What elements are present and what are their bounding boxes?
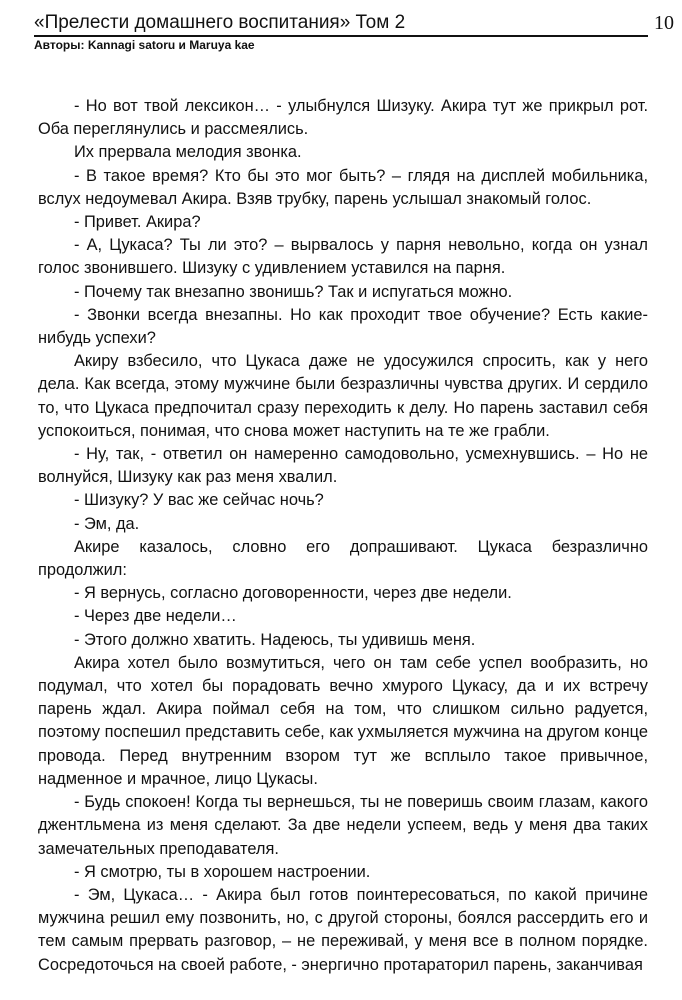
- paragraph: - Я вернусь, согласно договоренности, через две недели.: [74, 584, 512, 603]
- paragraph: Акиру взбесило, что Цукаса даже не удосужился спросить, как у него дела. Как всегда, этому мужчине были безразличны чувства других. И сердило то, что Цукаса предпочитал сразу переходить к делу. Но парень заставил себя успокоиться, понимая, что снова может наступить на те же грабли.: [38, 352, 648, 440]
- paragraph: - Шизуку? У вас же сейчас ночь?: [74, 491, 324, 510]
- paragraph: Их прервала мелодия звонка.: [74, 143, 302, 162]
- paragraph: - Будь спокоен! Когда ты вернешься, ты не поверишь своим глазам, какого джентльмена из меня сделают. За две недели успеем, ведь у меня два таких замечательных преподавателя.: [38, 793, 648, 858]
- paragraph: Акира хотел было возмутиться, чего он там себе успел вообразить, но подумал, что хотел бы порадовать вечно хмурого Цукасу, да и их встречу парень ждал. Акира поймал себя на том, что слишком сильно радуется, поэтому поспешил представить себе, как ухмыляется мужчина на другом конце провода. Перед внутренним взором тут же всплыло такое привычное, надменное и мрачное, лицо Цукасы.: [38, 653, 648, 788]
- paragraph: - Почему так внезапно звонишь? Так и испугаться можно.: [74, 282, 513, 301]
- paragraph: - А, Цукаса? Ты ли это? – вырвалось у парня невольно, когда он узнал голос звонившего. Шизуку с удивлением уставился на парня.: [38, 236, 648, 278]
- paragraph: - Ну, так, - ответил он намеренно самодовольно, усмехнувшись. – Но не волнуйся, Шизуку как раз меня хвалил.: [38, 445, 648, 487]
- authors-line: Авторы: Kannagi satoru и Maruya kae: [34, 38, 255, 52]
- paragraph: - Привет. Акира?: [74, 213, 201, 232]
- body-text: [38, 95, 648, 977]
- paragraph: - Эм, Цукаса… - Акира был готов поинтересоваться, по какой причине мужчина решил ему позвонить, но, с другой стороны, боялся рассердить его и тем самым прервать разговор, – не переживай, у меня все в полном порядке. Сосредоточься на своей работе, - энергично протараторил парень, заканчивая: [38, 885, 648, 974]
- paragraph: - Я смотрю, ты в хорошем настроении.: [74, 862, 371, 881]
- paragraph: - Через две недели…: [74, 607, 237, 626]
- paragraph: - В такое время? Кто бы это мог быть? – глядя на дисплей мобильника, вслух недоумевал Акира. Взяв трубку, парень услышал знакомый голос.: [38, 166, 648, 208]
- paragraph: - Но вот твой лексикон… - улыбнулся Шизуку. Акира тут же прикрыл рот. Оба переглянулись и рассмеялись.: [38, 97, 648, 139]
- page-number: 10: [654, 12, 674, 34]
- paragraph: Акире казалось, словно его допрашивают. Цукаса безразлично продолжил:: [38, 537, 648, 580]
- paragraph: - Эм, да.: [74, 514, 140, 533]
- book-title: «Прелести домашнего воспитания» Том 2: [34, 12, 648, 37]
- page-header: [34, 12, 648, 53]
- paragraph: - Звонки всегда внезапны. Но как проходит твое обучение? Есть какие-нибудь успехи?: [38, 305, 648, 348]
- paragraph: - Этого должно хватить. Надеюсь, ты удивишь меня.: [74, 630, 476, 649]
